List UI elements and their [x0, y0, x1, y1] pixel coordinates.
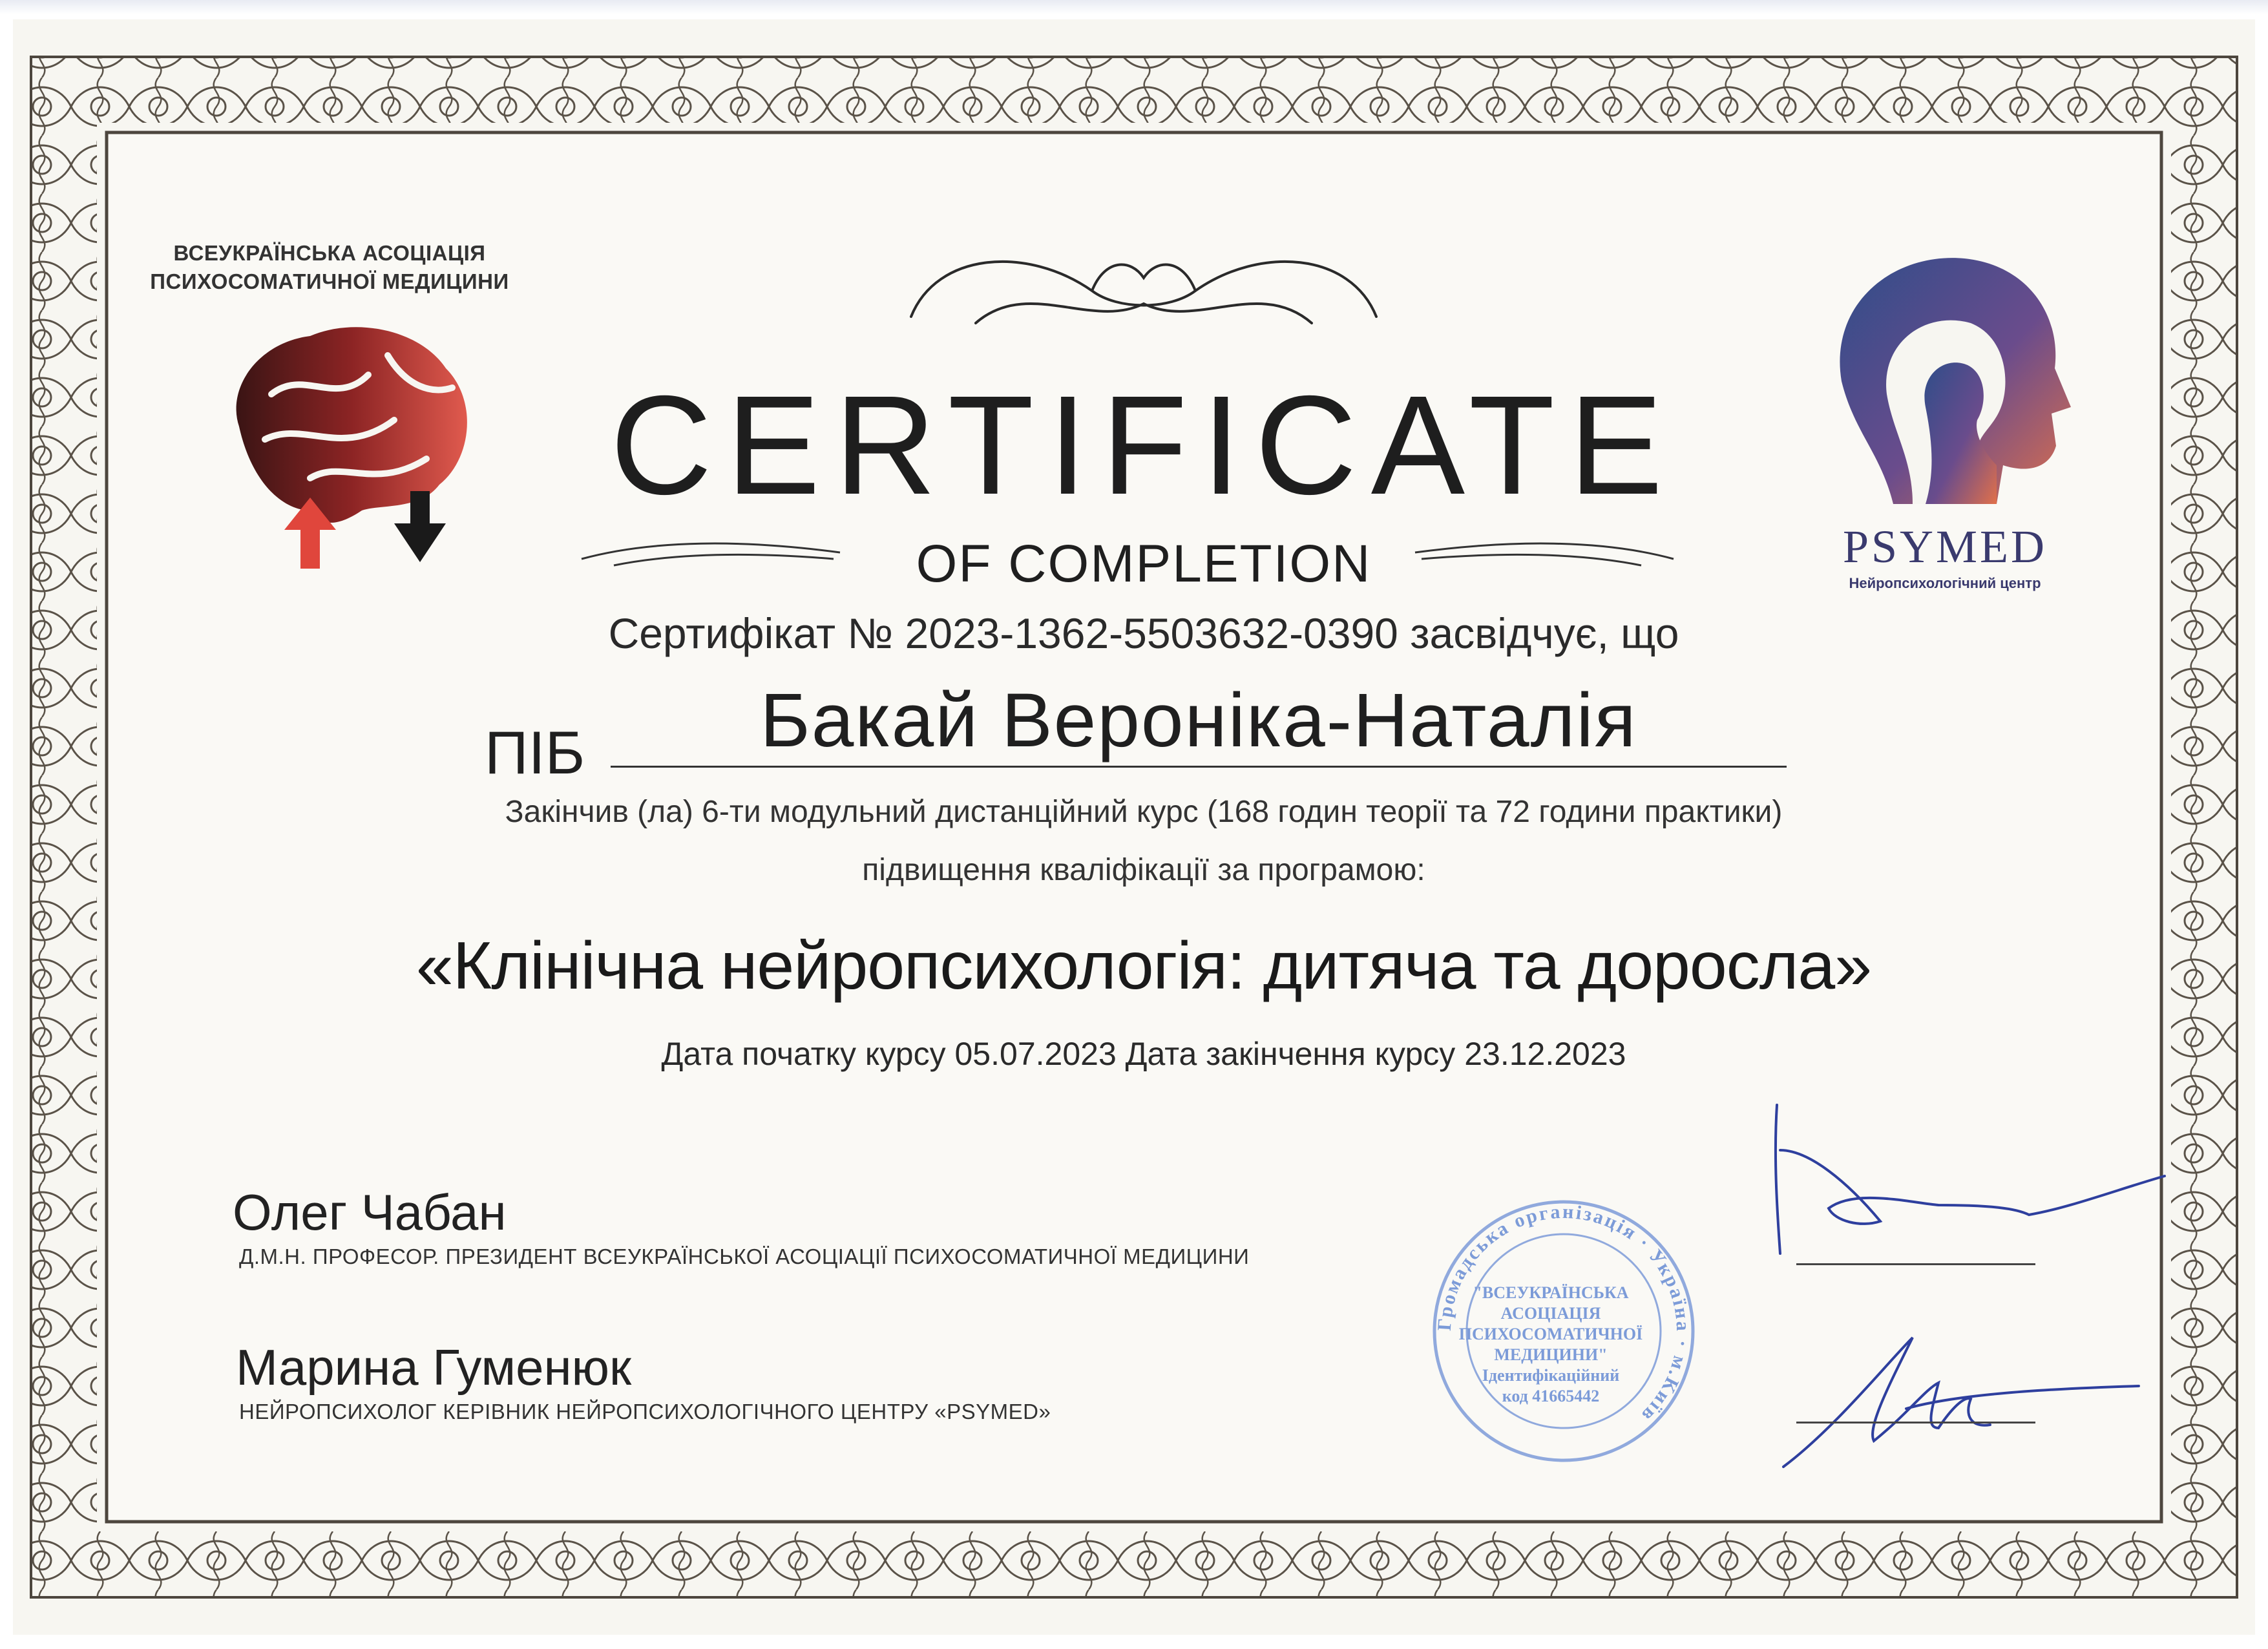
signatory-2-name: Марина Гуменюк	[236, 1339, 632, 1396]
signature-line-1	[1796, 1263, 2035, 1265]
signatory-2-role: НЕЙРОПСИХОЛОГ КЕРІВНИК НЕЙРОПСИХОЛОГІЧНОГО ЦЕНТРУ «PSYMED»	[239, 1400, 1051, 1423]
stamp-line-3: ПСИХОСОМАТИЧНОЇ	[1458, 1325, 1643, 1343]
certificate-subtitle: OF COMPLETION	[916, 534, 1372, 593]
program-title: «Клінічна нейропсихологія: дитяча та доросла»	[415, 929, 1872, 1003]
signature-2	[1758, 1312, 2145, 1480]
psymed-logo	[1816, 239, 2074, 510]
stamp-line-4: МЕДИЦИНИ"	[1494, 1345, 1608, 1364]
course-dates: Дата початку курсу 05.07.2023 Дата закінчення курсу 23.12.2023	[661, 1036, 1626, 1072]
stamp-line-1: "ВСЕУКРАЇНСЬКА	[1473, 1283, 1629, 1302]
stamp-center-text	[1454, 1283, 1648, 1407]
signatory-1-role: Д.М.Н. ПРОФЕСОР. ПРЕЗИДЕНТ ВСЕУКРАЇНСЬКОЇ АСОЦІАЦІЇ ПСИХОСОМАТИЧНОЇ МЕДИЦИНИ	[239, 1245, 1250, 1268]
signature-line-2	[1796, 1422, 2035, 1423]
certificate-sheet	[13, 19, 2255, 1635]
recipient-name: Бакай Вероніка-Наталія	[760, 678, 1637, 763]
stamp-line-5: Ідентифікаційний	[1482, 1366, 1620, 1385]
psymed-name: PSYMED	[1842, 521, 2048, 572]
association-title-line2: ПСИХОСОМАТИЧНОЇ МЕДИЦИНИ	[150, 269, 509, 293]
association-title-line1: ВСЕУКРАЇНСЬКА АСОЦІАЦІЯ	[173, 241, 486, 265]
signature-1	[1758, 1092, 2171, 1286]
psymed-subtitle: Нейропсихологічний центр	[1849, 575, 2041, 591]
top-flourish	[898, 239, 1389, 368]
association-title	[149, 239, 510, 296]
stamp-line-2: АСОЦІАЦІЯ	[1500, 1304, 1601, 1323]
name-underline	[611, 766, 1787, 768]
stamp-ring-text: Громадська організація · Україна · м.Київ	[1433, 1201, 1694, 1427]
scan-edge	[0, 0, 2268, 14]
course-description: Закінчив (ла) 6-ти модульний дистанційний курс (168 годин теорії та 72 години практики)	[505, 795, 1783, 829]
name-label: ПІБ	[485, 719, 585, 786]
certificate-title: CERTIFICATE	[610, 367, 1677, 524]
stamp-line-6: код 41665442	[1502, 1387, 1600, 1405]
brain-logo	[213, 317, 485, 588]
certificate-number-line: Сертифікат № 2023-1362-5503632-0390 засвідчує, що	[608, 609, 1679, 657]
signatory-1-name: Олег Чабан	[233, 1184, 507, 1241]
program-intro: підвищення кваліфікації за програмою:	[862, 853, 1425, 887]
